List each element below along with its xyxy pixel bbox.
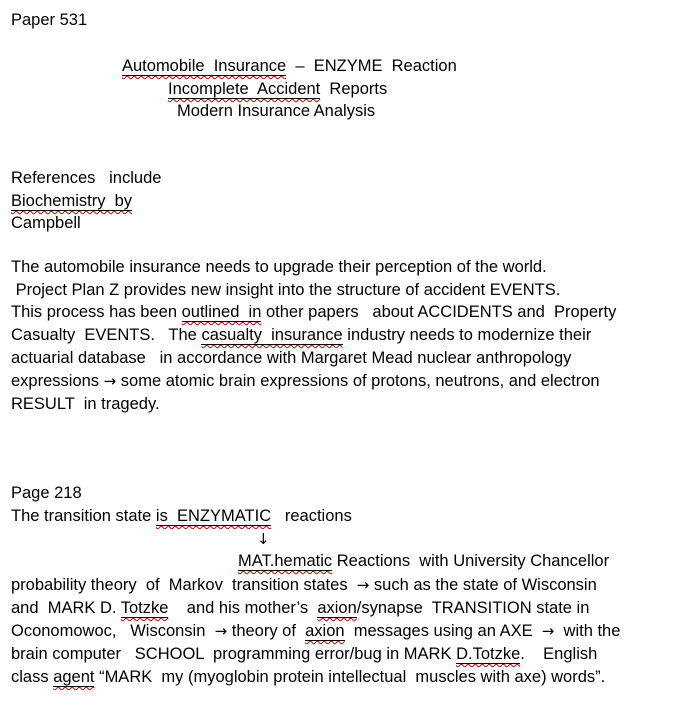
transition-mathematic: MAT.hematic	[238, 552, 333, 570]
transition-line-5-b: theory of	[227, 622, 306, 640]
references-biochemistry: Biochemistry by	[11, 192, 133, 210]
body-outlined-in: outlined in	[181, 303, 262, 321]
transition-line-3-a: probability theory of Markov transition states	[11, 576, 357, 594]
references-line-2	[11, 191, 132, 213]
body-line-6-a: expressions	[11, 372, 104, 390]
body-line-6	[11, 371, 600, 393]
body-line-4	[11, 325, 591, 347]
transition-line-2	[238, 551, 609, 573]
transition-line-5-a: Oconomowoc, Wisconsin	[11, 622, 215, 640]
transition-line-4-c: and his mother’s	[168, 599, 318, 617]
body-line-1: The automobile insurance needs to upgrade their perception of the world.	[11, 258, 547, 276]
transition-line-5	[11, 621, 620, 643]
transition-line-2-b: Reactions with University Chancellor	[332, 552, 610, 570]
transition-line-5-e: with the	[554, 622, 621, 640]
title-line-3: Modern Insurance Analysis	[177, 102, 376, 120]
title-incomplete-accident: Incomplete Accident	[168, 80, 321, 98]
transition-axion-2: axion	[305, 622, 345, 640]
right-arrow-icon: →	[541, 622, 555, 640]
right-arrow-icon: →	[356, 576, 370, 594]
body-line-6-b: some atomic brain expressions of protons, neutrons, and electron	[116, 372, 600, 390]
transition-line-4-a: and MARK D.	[11, 599, 121, 617]
transition-line-4	[11, 598, 589, 620]
body-line-2: Project Plan Z provides new insight into the structure of accident EVENTS.	[11, 281, 561, 299]
transition-line-5-d: messages using an AXE	[344, 622, 542, 640]
transition-line-7	[11, 667, 605, 689]
transition-line-3-b: such as the state of Wisconsin	[369, 576, 597, 594]
transition-line-7-c: “MARK my (myoglobin protein intellectual muscles with axe) words”.	[94, 668, 606, 686]
transition-line-6-c: . English	[520, 645, 598, 663]
transition-line-7-a: class	[11, 668, 54, 686]
body-line-4-c: industry needs to modernize their	[342, 326, 592, 344]
down-arrow-icon	[257, 529, 270, 551]
body-line-3-c: other papers about ACCIDENTS and Property	[261, 303, 617, 321]
title-enzyme-reaction: – ENZYME Reaction	[286, 57, 457, 75]
references-line-1: References include	[11, 169, 162, 187]
body-line-3	[11, 302, 616, 324]
down-arrow-glyph: ↓	[257, 530, 270, 548]
title-reports: Reports	[320, 80, 388, 98]
body-line-7: RESULT in tragedy.	[11, 395, 160, 413]
transition-agent: agent	[53, 668, 95, 686]
transition-is-enzymatic: is ENZYMATIC	[155, 507, 272, 525]
transition-line-1-a: The transition state	[11, 507, 156, 525]
transition-line-6-a: brain computer SCHOOL programming error/bug in MARK	[11, 645, 457, 663]
right-arrow-icon: →	[214, 622, 228, 640]
right-arrow-icon: →	[103, 372, 117, 390]
transition-axion: axion	[317, 599, 357, 617]
transition-d-totzke: D.Totzke	[456, 645, 521, 663]
transition-line-4-e: /synapse TRANSITION state in	[356, 599, 590, 617]
title-line-2	[168, 79, 387, 101]
references-line-3: Campbell	[11, 214, 81, 232]
body-line-3-a: This process has been	[11, 303, 182, 321]
title-line-1	[122, 56, 457, 78]
body-line-4-a: Casualty EVENTS. The	[11, 326, 202, 344]
body-line-5: actuarial database in accordance with Margaret Mead nuclear anthropology	[11, 349, 572, 367]
title-automobile-insurance: Automobile Insurance	[122, 57, 287, 75]
page-label: Page 218	[11, 484, 82, 502]
transition-line-3	[11, 575, 597, 597]
transition-line-1	[11, 506, 352, 528]
transition-line-1-c: reactions	[271, 507, 352, 525]
body-casualty-insurance: casualty insurance	[201, 326, 343, 344]
transition-line-6	[11, 644, 597, 666]
paper-label: Paper 531	[11, 11, 88, 29]
transition-totzke: Totzke	[120, 599, 169, 617]
